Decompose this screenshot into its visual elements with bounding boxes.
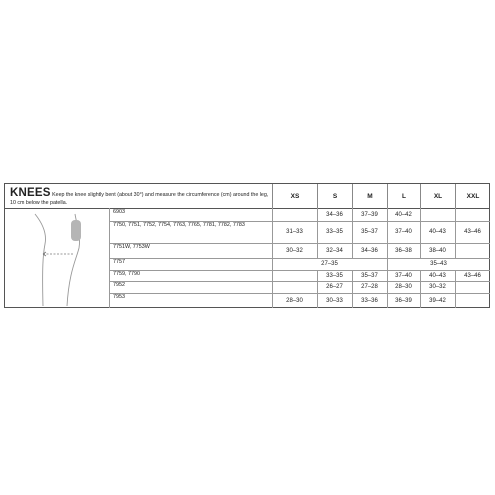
knee-illustration: [5, 208, 109, 308]
size-cell: 28–30: [286, 297, 303, 304]
size-header-l: L: [387, 184, 420, 208]
size-cell: 37–39: [361, 211, 378, 218]
column-divider: [272, 270, 273, 281]
size-header-xs: XS: [272, 184, 317, 208]
model-label: 7953: [113, 294, 125, 300]
column-divider: [272, 208, 273, 221]
size-cell: 34–36: [326, 211, 343, 218]
chart-title: [10, 188, 272, 207]
column-divider: [317, 270, 318, 281]
column-divider: [387, 293, 388, 308]
size-cell: 33–35: [326, 272, 343, 279]
size-cell: [455, 293, 490, 308]
title-instructions: Keep the knee slightly bent (about 30°) and measure the circumference (cm) around the leg, 10 cm below the patella.: [10, 192, 269, 206]
column-divider: [272, 258, 273, 270]
size-cell: 31–33: [286, 229, 303, 235]
size-cell: 36–39: [395, 297, 412, 304]
size-cell: 28–30: [395, 284, 412, 290]
column-divider: [455, 281, 456, 293]
column-divider: [387, 258, 388, 270]
column-divider: [352, 221, 353, 243]
size-cell: 30–33: [326, 297, 343, 304]
size-cell: 40–43: [429, 272, 446, 279]
column-divider: [317, 243, 318, 258]
size-header-xxl: XXL: [455, 184, 490, 208]
size-cell: 33–36: [361, 297, 378, 304]
size-cell: [455, 208, 490, 221]
model-label: 7757: [113, 259, 125, 265]
size-cell: [455, 243, 490, 258]
size-cell: 37–40: [395, 229, 412, 235]
size-cell: 30–32: [286, 247, 303, 254]
size-cell: 40–43: [429, 229, 446, 235]
size-cell: 37–40: [395, 272, 412, 279]
column-divider: [455, 208, 456, 221]
column-divider: [420, 221, 421, 243]
column-divider: [420, 243, 421, 258]
column-divider: [352, 270, 353, 281]
column-divider: [317, 221, 318, 243]
patella-marker: [71, 220, 81, 241]
size-cell: [272, 281, 317, 293]
column-divider: [352, 208, 353, 221]
column-divider: [455, 221, 456, 243]
size-cell: 43–46: [464, 229, 481, 235]
size-cell: 26–27: [326, 284, 343, 290]
size-cell: 36–38: [395, 247, 412, 254]
column-divider: [352, 281, 353, 293]
size-cell: [272, 208, 317, 221]
column-divider: [272, 281, 273, 293]
size-cell: 27–28: [361, 284, 378, 290]
column-divider: [272, 293, 273, 308]
column-divider: [272, 243, 273, 258]
column-divider: [352, 293, 353, 308]
column-divider: [387, 270, 388, 281]
size-header-xl: XL: [420, 184, 455, 208]
size-cell: 30–32: [429, 284, 446, 290]
size-header-s: S: [317, 184, 352, 208]
size-cell: 40–42: [395, 211, 412, 218]
model-label: 6903: [113, 209, 125, 215]
column-divider: [420, 208, 421, 221]
column-divider: [455, 270, 456, 281]
column-divider: [420, 281, 421, 293]
column-divider: [352, 243, 353, 258]
size-cell: 38–40: [429, 247, 446, 254]
column-divider: [420, 293, 421, 308]
size-chart: [4, 183, 490, 308]
size-cell: 32–34: [326, 247, 343, 254]
column-divider: [317, 208, 318, 221]
size-cell: 35–43: [430, 261, 447, 267]
column-divider: [387, 243, 388, 258]
model-label: 7751W, 7753W: [113, 244, 150, 250]
size-cell: [420, 208, 455, 221]
size-cell: 39–42: [429, 297, 446, 304]
size-cell: 33–35: [326, 229, 343, 235]
column-divider: [317, 281, 318, 293]
model-label: 7750, 7751, 7752, 7754, 7763, 7765, 7781, 7782, 7783: [113, 222, 245, 228]
size-cell: 43–46: [464, 272, 481, 279]
column-divider: [387, 208, 388, 221]
size-header-m: M: [352, 184, 387, 208]
size-cell: 35–37: [361, 229, 378, 235]
column-divider: [420, 270, 421, 281]
size-cell: [455, 281, 490, 293]
size-cell: 34–36: [361, 247, 378, 254]
column-divider: [387, 281, 388, 293]
column-divider: [455, 293, 456, 308]
model-label: 7952: [113, 282, 125, 288]
knee-outline-front: [35, 214, 46, 306]
size-cell: 27–35: [321, 261, 338, 267]
column-divider: [272, 221, 273, 243]
column-divider: [317, 293, 318, 308]
column-divider: [387, 221, 388, 243]
size-cell: [272, 270, 317, 281]
size-cell: 35–37: [361, 272, 378, 279]
title-heading: KNEES: [10, 187, 51, 199]
column-divider: [455, 243, 456, 258]
model-label: 7759, 7790: [113, 271, 140, 277]
